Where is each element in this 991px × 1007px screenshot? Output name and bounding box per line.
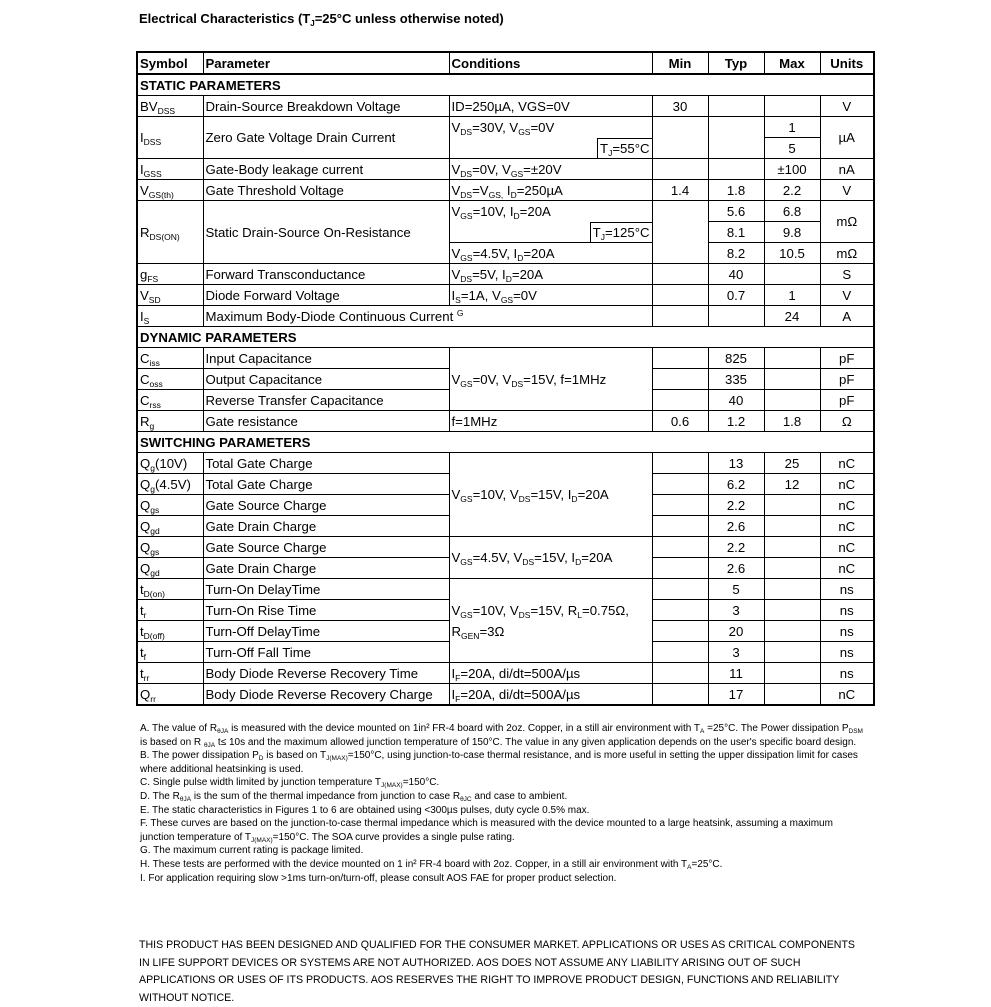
units-cell: pF	[820, 348, 874, 369]
parameter-cell: Output Capacitance	[203, 369, 449, 390]
header-units: Units	[820, 52, 874, 74]
units-cell: ns	[820, 579, 874, 600]
symbol-cell: $Q_{gs}$	[137, 495, 203, 516]
typ-cell: 11	[708, 663, 764, 684]
symbol-cell: $BV_{DSS}$	[137, 96, 203, 117]
symbol-cell: $R_g$	[137, 411, 203, 432]
symbol-cell: $R_{DS(ON)}$	[137, 201, 203, 264]
units-cell: V	[820, 96, 874, 117]
table-row	[137, 96, 874, 117]
symbol-cell: $V_{GS(th)}$	[137, 180, 203, 201]
note-a: A. The value of $R_{\theta JA}$ is measured with the device mounted on 1in² FR-4 board with 2oz. Copper, in a still air environment with $T_A =25^\circ C$. The Power dissipation $P_{DSM}$ is based on R $_{\theta JA}$ t≤ 10s and the maximum allowed junction temperature of 150°C. The value in any given application depends on the user's specific board design.	[140, 723, 863, 749]
note-c: C. Single pulse width limited by junction temperature $T_{J(MAX)}=150^\circ C$.	[140, 777, 440, 790]
conditions-cell: f=1MHz	[449, 411, 652, 432]
max-cell	[764, 621, 820, 642]
table-row	[137, 117, 874, 138]
max-cell: 25	[764, 453, 820, 474]
table-row	[137, 579, 874, 600]
section-row	[137, 74, 874, 96]
max-cell: 1	[764, 117, 820, 138]
parameter-cell: Turn-Off DelayTime	[203, 621, 449, 642]
note-e: E. The static characteristics in Figures 1 to 6 are obtained using <300µs pulses, duty cycle 0.5% max.	[140, 804, 590, 816]
tj-condition: $T_J=125^\circ C$	[590, 222, 652, 242]
symbol-cell: $t_{rr}$	[137, 663, 203, 684]
parameter-cell: Input Capacitance	[203, 348, 449, 369]
parameter-cell: Gate Source Charge	[203, 495, 449, 516]
min-cell	[652, 264, 708, 285]
symbol-cell: $I_{DSS}$	[137, 117, 203, 159]
symbol-cell: $Q_g(10V)$	[137, 453, 203, 474]
min-cell	[652, 474, 708, 495]
typ-cell: 40	[708, 264, 764, 285]
max-cell	[764, 558, 820, 579]
min-cell	[652, 684, 708, 706]
symbol-cell: $C_{oss}$	[137, 369, 203, 390]
parameter-cell: Zero Gate Voltage Drain Current	[203, 117, 449, 159]
units-cell: V	[820, 180, 874, 201]
conditions-cell: $V_{GS}=0V$, $V_{DS}=15V$, f=1MHz	[449, 348, 652, 411]
note-i: I. For application requiring slow >1ms turn-on/turn-off, please consult AOS FAE for proper product selection.	[140, 872, 617, 884]
symbol-cell: $t_f$	[137, 642, 203, 663]
note-g: G. The maximum current rating is package limited.	[140, 845, 364, 857]
conditions-cell: $I_S=1A$, $V_{GS}=0V$	[449, 285, 652, 306]
typ-cell: 13	[708, 453, 764, 474]
parameter-cell: Gate Source Charge	[203, 537, 449, 558]
units-cell: V	[820, 285, 874, 306]
parameter-cell: Turn-Off Fall Time	[203, 642, 449, 663]
parameter-cell: Maximum Body-Diode Continuous Current $^G$	[203, 306, 652, 327]
typ-cell	[708, 117, 764, 159]
min-cell	[652, 537, 708, 558]
min-cell	[652, 453, 708, 474]
parameter-cell: Body Diode Reverse Recovery Charge	[203, 684, 449, 706]
min-cell	[652, 642, 708, 663]
max-cell	[764, 264, 820, 285]
typ-cell: 40	[708, 390, 764, 411]
min-cell	[652, 390, 708, 411]
parameter-cell: Static Drain-Source On-Resistance	[203, 201, 449, 264]
page-title: Electrical Characteristics ($T_J=25^\circ C$ unless otherwise noted)	[139, 11, 504, 28]
conditions-cell: $V_{DS}=5V$, $I_D=20A$	[449, 264, 652, 285]
min-cell	[652, 201, 708, 264]
min-cell	[652, 117, 708, 159]
units-cell: ns	[820, 642, 874, 663]
max-cell	[764, 369, 820, 390]
units-cell: nC	[820, 537, 874, 558]
conditions-cell: $V_{GS}=4.5V$, $I_D=20A$	[449, 243, 652, 264]
units-cell: µA	[820, 117, 874, 159]
header-parameter: Parameter	[203, 52, 449, 74]
typ-cell: 20	[708, 621, 764, 642]
min-cell	[652, 516, 708, 537]
min-cell	[652, 663, 708, 684]
parameter-cell: Gate-Body leakage current	[203, 159, 449, 180]
typ-cell: 2.2	[708, 537, 764, 558]
units-cell: nC	[820, 684, 874, 706]
table-row	[137, 264, 874, 285]
max-cell: 12	[764, 474, 820, 495]
note-h: H. These tests are performed with the device mounted on 1 in² FR-4 board with 2oz. Copper, in a still air environment with $T_A=25^\circ C$.	[140, 858, 723, 871]
min-cell: 30	[652, 96, 708, 117]
max-cell: 2.2	[764, 180, 820, 201]
section-switching: SWITCHING PARAMETERS	[137, 432, 874, 453]
table-row	[137, 180, 874, 201]
typ-cell: 6.2	[708, 474, 764, 495]
note-d: D. The $R_{\theta JA}$ is the sum of the thermal impedance from junction to case $R_{\theta JC}$ and case to ambient.	[140, 790, 568, 803]
tj-condition: $T_J=55^\circ C$	[597, 138, 651, 158]
symbol-cell: $C_{iss}$	[137, 348, 203, 369]
symbol-cell: $I_S$	[137, 306, 203, 327]
disclaimer: THIS PRODUCT HAS BEEN DESIGNED AND QUALIFIED FOR THE CONSUMER MARKET. APPLICATIONS OR USES AS CRITICAL COMPONENTS IN LIFE SUPPORT DEVICES OR SYSTEMS ARE NOT AUTHORIZED. AOS DOES NOT ASSUME ANY LIABILITY ARISING OUT OF SUCH APPLICATIONS OR USES OF ITS PRODUCTS. AOS RESERVES THE RIGHT TO IMPROVE PRODUCT DESIGN, FUNCTIONS AND RELIABILITY WITHOUT NOTICE.	[139, 939, 855, 1004]
units-cell: ns	[820, 600, 874, 621]
symbol-cell: $Q_{gd}$	[137, 516, 203, 537]
parameter-cell: Reverse Transfer Capacitance	[203, 390, 449, 411]
conditions-cell	[449, 138, 652, 159]
header-typ: Typ	[708, 52, 764, 74]
max-cell: 5	[764, 138, 820, 159]
typ-cell: 5	[708, 579, 764, 600]
table-row	[137, 684, 874, 706]
conditions-cell: $V_{DS}=V_{GS,}$ $I_D=250\mu A$	[449, 180, 652, 201]
max-cell	[764, 663, 820, 684]
min-cell	[652, 285, 708, 306]
units-cell: nA	[820, 159, 874, 180]
symbol-cell: $Q_{rr}$	[137, 684, 203, 706]
typ-cell	[708, 96, 764, 117]
typ-cell: 3	[708, 642, 764, 663]
min-cell	[652, 621, 708, 642]
parameter-cell: Gate Drain Charge	[203, 558, 449, 579]
conditions-cell: $V_{GS}=10V$, $I_D=20A$	[449, 201, 652, 222]
max-cell: 10.5	[764, 243, 820, 264]
section-row	[137, 432, 874, 453]
symbol-cell: $t_{D(off)}$	[137, 621, 203, 642]
typ-cell	[708, 159, 764, 180]
table-row	[137, 159, 874, 180]
units-cell: pF	[820, 369, 874, 390]
table-row	[137, 201, 874, 222]
parameter-cell: Drain-Source Breakdown Voltage	[203, 96, 449, 117]
table-row	[137, 348, 874, 369]
typ-cell: 3	[708, 600, 764, 621]
conditions-cell: $V_{DS}=30V$, $V_{GS}=0V$	[449, 117, 652, 138]
symbol-cell: $Q_g(4.5V)$	[137, 474, 203, 495]
symbol-cell: $g_{FS}$	[137, 264, 203, 285]
min-cell: 1.4	[652, 180, 708, 201]
symbol-cell: $t_r$	[137, 600, 203, 621]
min-cell	[652, 159, 708, 180]
units-cell: nC	[820, 453, 874, 474]
electrical-characteristics-table	[136, 51, 875, 706]
max-cell: ±100	[764, 159, 820, 180]
typ-cell: 825	[708, 348, 764, 369]
header-symbol: Symbol	[137, 52, 203, 74]
typ-cell: 1.8	[708, 180, 764, 201]
table-row	[137, 411, 874, 432]
max-cell	[764, 642, 820, 663]
max-cell: 1.8	[764, 411, 820, 432]
conditions-cell: $V_{GS}=10V$, $V_{DS}=15V$, $R_L=0.75\Omega$, $R_{GEN}=3\Omega$	[449, 579, 652, 663]
typ-cell: 2.2	[708, 495, 764, 516]
typ-cell: 5.6	[708, 201, 764, 222]
typ-cell: 335	[708, 369, 764, 390]
min-cell	[652, 306, 708, 327]
parameter-cell: Total Gate Charge	[203, 453, 449, 474]
units-cell: A	[820, 306, 874, 327]
symbol-cell: $t_{D(on)}$	[137, 579, 203, 600]
min-cell	[652, 600, 708, 621]
units-cell: mΩ	[820, 243, 874, 264]
max-cell	[764, 579, 820, 600]
parameter-cell: Gate Drain Charge	[203, 516, 449, 537]
min-cell	[652, 558, 708, 579]
typ-cell: 1.2	[708, 411, 764, 432]
max-cell	[764, 390, 820, 411]
parameter-cell: Gate resistance	[203, 411, 449, 432]
table-row	[137, 537, 874, 558]
table-header-row	[137, 52, 874, 74]
parameter-cell: Body Diode Reverse Recovery Time	[203, 663, 449, 684]
header-min: Min	[652, 52, 708, 74]
units-cell: nC	[820, 495, 874, 516]
typ-cell	[708, 306, 764, 327]
symbol-cell: $C_{rss}$	[137, 390, 203, 411]
units-cell: ns	[820, 621, 874, 642]
units-cell: pF	[820, 390, 874, 411]
parameter-cell: Forward Transconductance	[203, 264, 449, 285]
max-cell	[764, 348, 820, 369]
typ-cell: 0.7	[708, 285, 764, 306]
max-cell	[764, 600, 820, 621]
table-row	[137, 306, 874, 327]
conditions-cell: $I_F=20A$, di/dt=500A/µs	[449, 663, 652, 684]
header-conditions: Conditions	[449, 52, 652, 74]
symbol-cell: $Q_{gd}$	[137, 558, 203, 579]
typ-cell: 8.2	[708, 243, 764, 264]
max-cell	[764, 516, 820, 537]
units-cell: Ω	[820, 411, 874, 432]
units-cell: mΩ	[820, 201, 874, 243]
typ-cell: 2.6	[708, 516, 764, 537]
max-cell	[764, 495, 820, 516]
header-max: Max	[764, 52, 820, 74]
max-cell: 1	[764, 285, 820, 306]
max-cell	[764, 684, 820, 706]
typ-cell: 17	[708, 684, 764, 706]
symbol-cell: $I_{GSS}$	[137, 159, 203, 180]
table-row	[137, 453, 874, 474]
units-cell: nC	[820, 474, 874, 495]
table-row	[137, 285, 874, 306]
min-cell	[652, 495, 708, 516]
parameter-cell: Turn-On Rise Time	[203, 600, 449, 621]
max-cell	[764, 96, 820, 117]
section-static: STATIC PARAMETERS	[137, 74, 874, 96]
footnotes	[140, 722, 870, 885]
min-cell	[652, 579, 708, 600]
parameter-cell: Total Gate Charge	[203, 474, 449, 495]
max-cell: 9.8	[764, 222, 820, 243]
conditions-cell: $V_{GS}=10V$, $V_{DS}=15V$, $I_D=20A$	[449, 453, 652, 537]
conditions-cell	[449, 222, 652, 243]
parameter-cell: Diode Forward Voltage	[203, 285, 449, 306]
section-row	[137, 327, 874, 348]
units-cell: nC	[820, 558, 874, 579]
typ-cell: 2.6	[708, 558, 764, 579]
typ-cell: 8.1	[708, 222, 764, 243]
units-cell: nC	[820, 516, 874, 537]
conditions-cell: $V_{DS}=0V$, $V_{GS}=\pm 20V$	[449, 159, 652, 180]
note-f: F. These curves are based on the junction-to-case thermal impedance which is measured with the device mounted to a large heatsink, assuming a maximum junction temperature of $T_{J(MAX)}=150^\circ C$. The SOA curve provides a single pulse rating.	[140, 818, 833, 844]
min-cell	[652, 369, 708, 390]
max-cell: 24	[764, 306, 820, 327]
max-cell	[764, 537, 820, 558]
min-cell	[652, 348, 708, 369]
max-cell: 6.8	[764, 201, 820, 222]
table-row	[137, 663, 874, 684]
units-cell: S	[820, 264, 874, 285]
conditions-cell: $I_F=20A$, di/dt=500A/µs	[449, 684, 652, 706]
symbol-cell: $Q_{gs}$	[137, 537, 203, 558]
parameter-cell: Turn-On DelayTime	[203, 579, 449, 600]
parameter-cell: Gate Threshold Voltage	[203, 180, 449, 201]
symbol-cell: $V_{SD}$	[137, 285, 203, 306]
units-cell: ns	[820, 663, 874, 684]
conditions-cell: $V_{GS}=4.5V$, $V_{DS}=15V$, $I_D=20A$	[449, 537, 652, 579]
note-b: B. The power dissipation $P_D$ is based on $T_{J(MAX)}=150^\circ C$, using junction-to-case thermal resistance, and is more useful in setting the upper dissipation limit for cases where additional heatsinking is used.	[140, 750, 858, 775]
min-cell: 0.6	[652, 411, 708, 432]
section-dynamic: DYNAMIC PARAMETERS	[137, 327, 874, 348]
conditions-cell: ID=250µA, VGS=0V	[449, 96, 652, 117]
